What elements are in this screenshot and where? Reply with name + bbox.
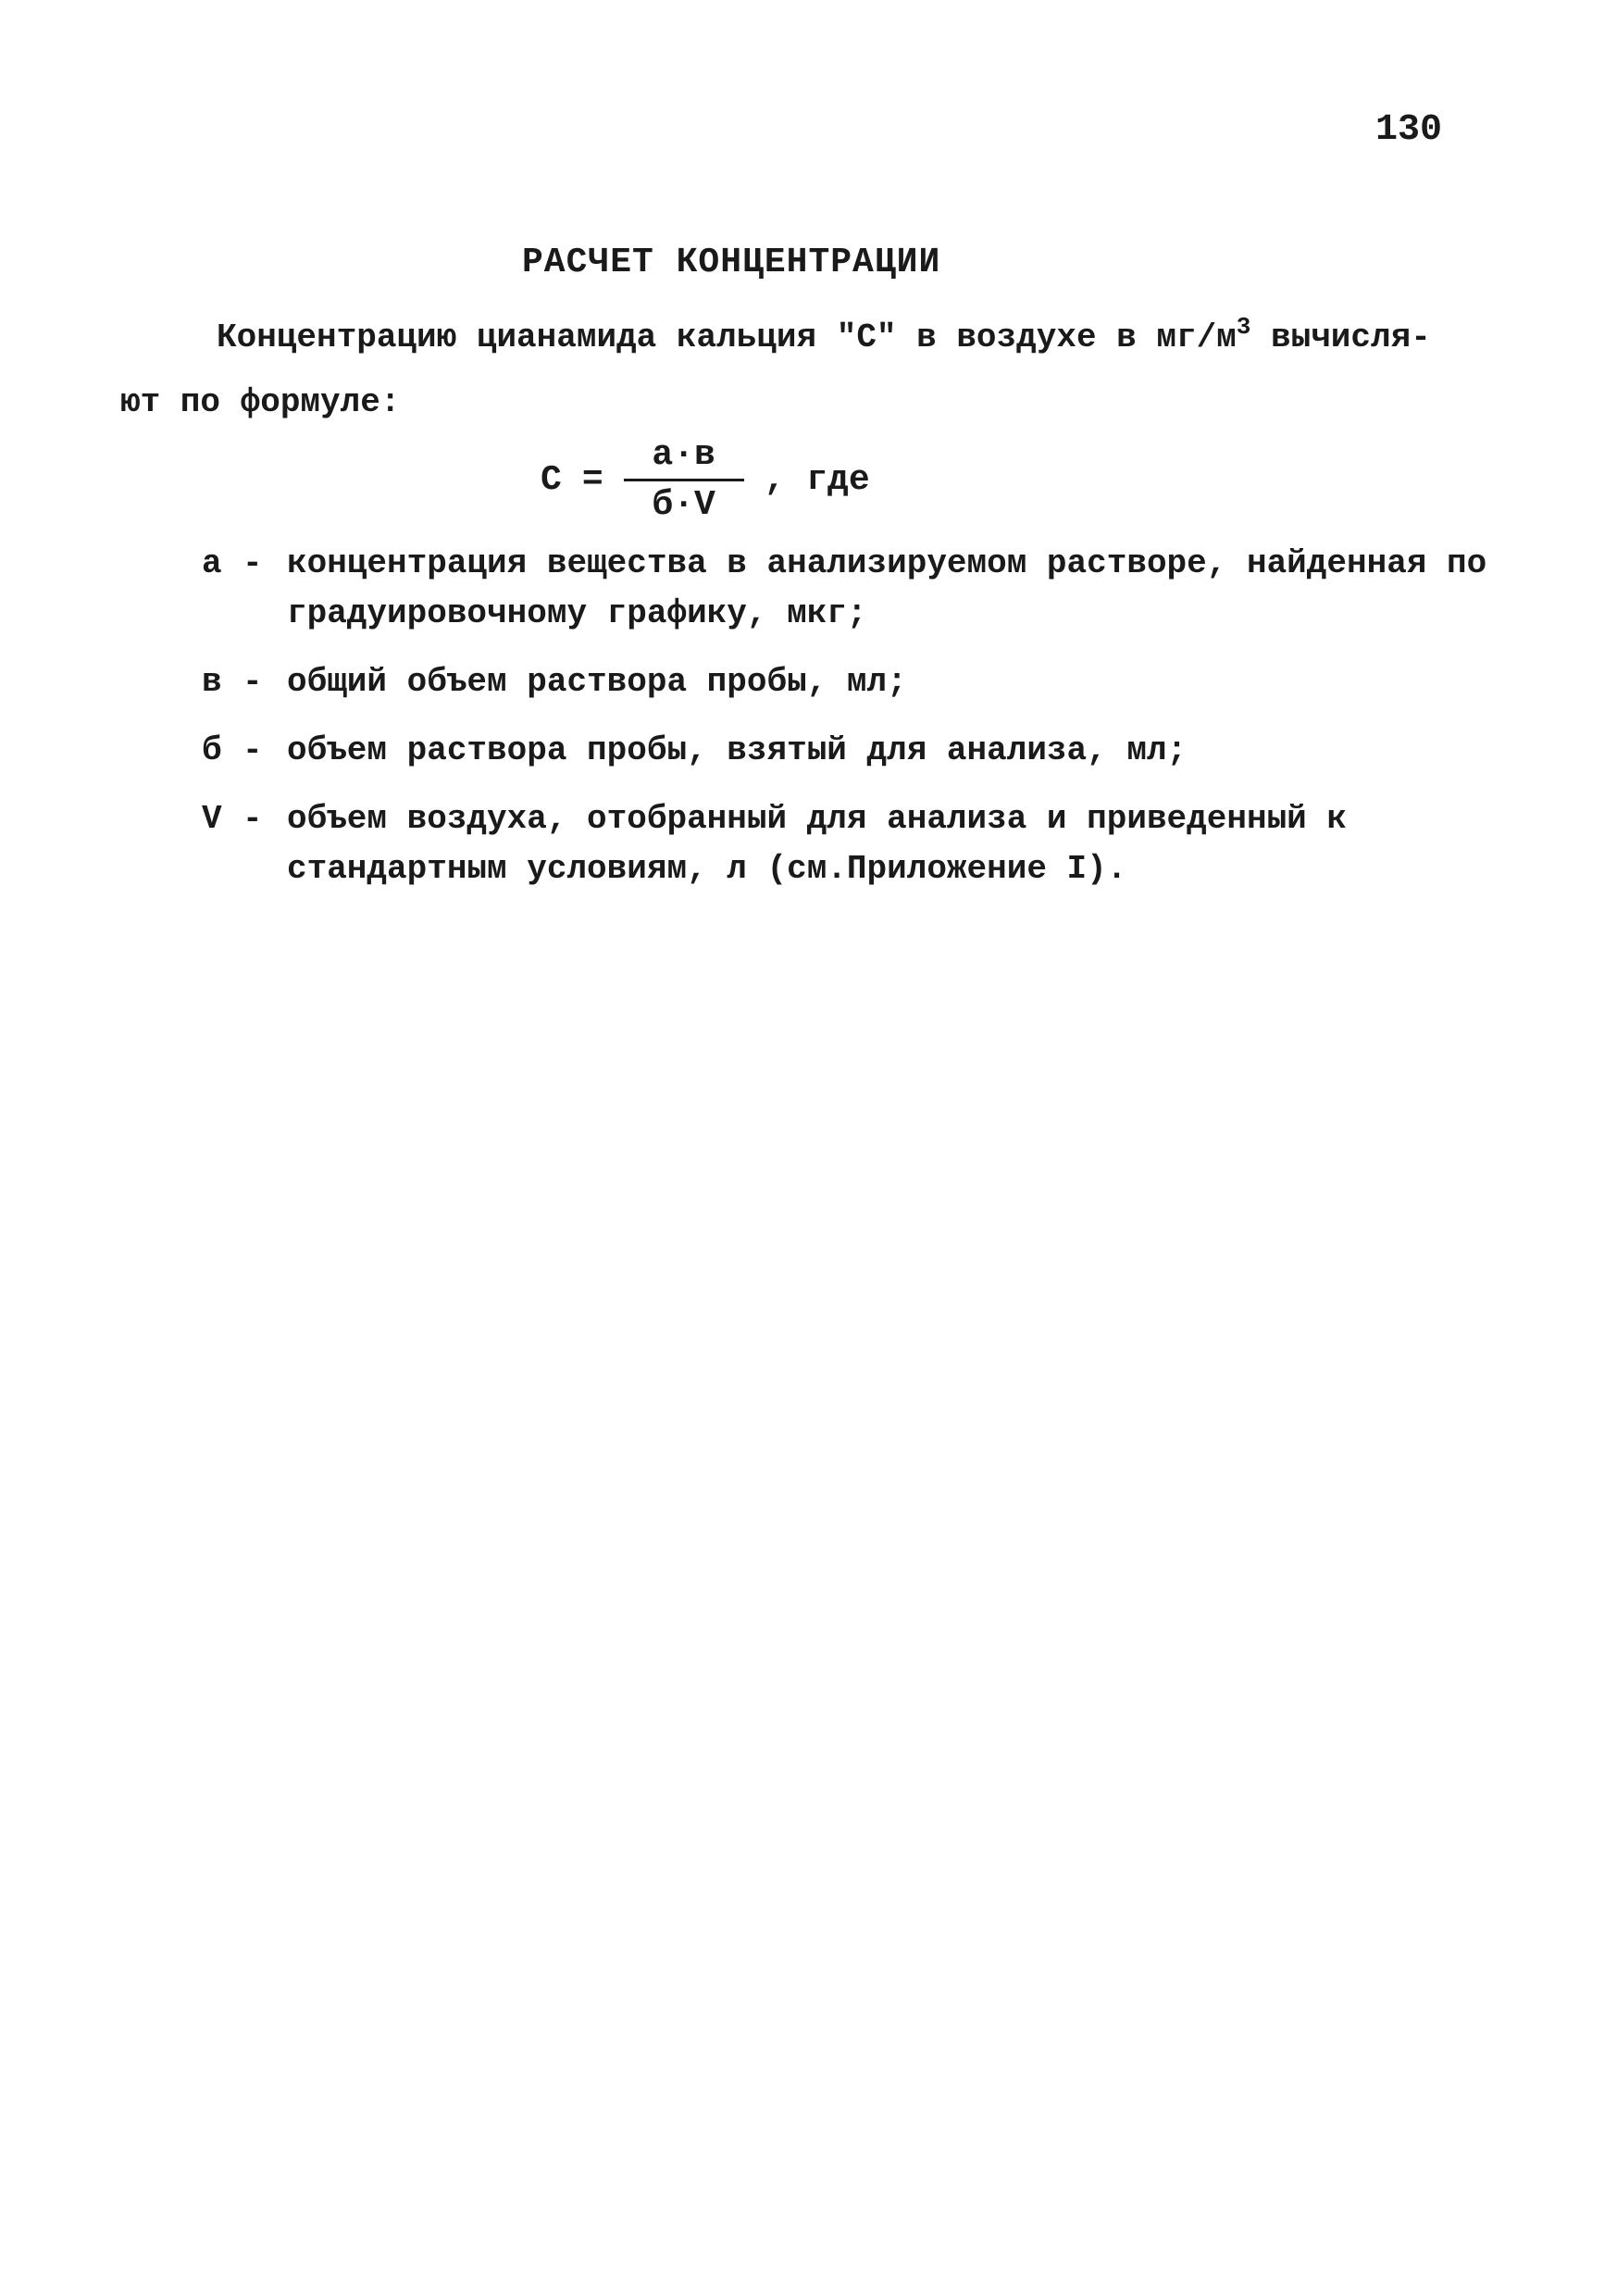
formula-lhs: С (541, 460, 562, 500)
intro-text-a: Концентрацию цианамида кальция "С" в воздухе в мг/м (217, 318, 1237, 356)
definition-text: общий объем раствора пробы, мл; (287, 663, 907, 701)
definition-dash: - (243, 663, 263, 701)
definition-item (202, 657, 1516, 707)
definition-symbol: а (202, 544, 222, 582)
definition-item (202, 794, 1516, 894)
definition-symbol: в (202, 663, 222, 701)
section-heading: РАСЧЕТ КОНЦЕНТРАЦИИ (522, 243, 941, 282)
intro-text-b: вычисля- (1250, 318, 1431, 356)
definition-symbol: б (202, 731, 222, 769)
definition-item (202, 726, 1516, 776)
definition-dash: - (243, 800, 263, 838)
definition-text: концентрация вещества в анализируемом растворе, найденная по градуировочному графику, мкг; (287, 544, 1487, 632)
definitions-list (202, 539, 1516, 913)
definition-text: объем раствора пробы, взятый для анализа, мл; (287, 731, 1188, 769)
page-number: 130 (1375, 109, 1443, 151)
formula-suffix: , где (764, 460, 870, 500)
unit-superscript: 3 (1236, 313, 1251, 341)
definition-item (202, 539, 1516, 639)
intro-line-1 (120, 306, 1490, 370)
definition-dash: - (243, 544, 263, 582)
definition-dash: - (243, 731, 263, 769)
definition-symbol: V (202, 800, 222, 838)
formula-numerator: а·в (652, 435, 715, 475)
formula (541, 435, 870, 525)
intro-paragraph (120, 306, 1490, 435)
formula-fraction (624, 435, 744, 525)
definition-text: объем воздуха, отобранный для анализа и приведенный к стандартным условиям, л (см.Приложение I). (287, 800, 1347, 888)
formula-equals: = (581, 460, 603, 500)
intro-line-2: ют по формуле: (120, 383, 401, 421)
formula-denominator: б·V (652, 485, 715, 525)
